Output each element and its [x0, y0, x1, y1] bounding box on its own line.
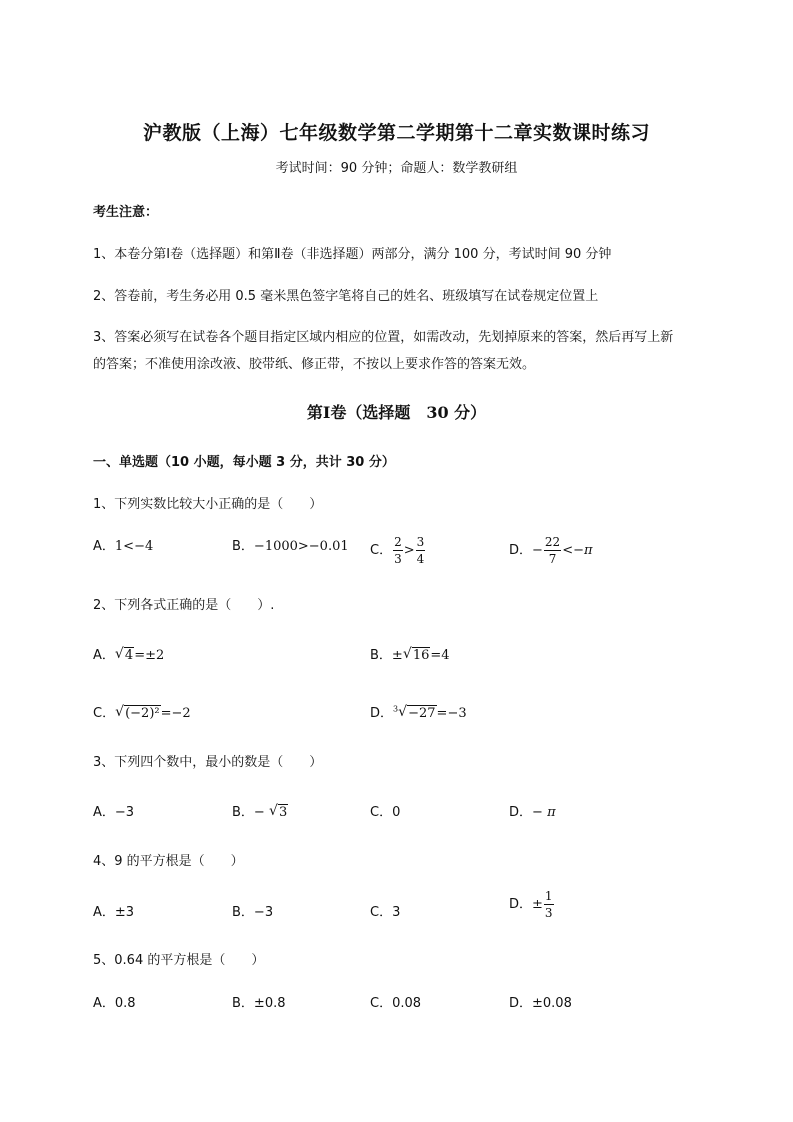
numerator: 22: [544, 535, 561, 549]
minus-sign: −: [532, 543, 543, 558]
option-label: A．: [93, 905, 115, 920]
square-root: [115, 706, 161, 721]
q5-option-c[interactable]: [370, 992, 421, 1011]
option-label: C．: [93, 706, 116, 721]
numerator: 3: [416, 535, 425, 549]
radicand: −27: [408, 706, 436, 721]
option-label: B．: [232, 539, 254, 554]
option-label: A．: [93, 996, 115, 1011]
question-4-stem: 4、9 的平方根是（ ）: [93, 854, 244, 869]
numerator: 1: [544, 889, 553, 903]
radicand: 3: [278, 805, 288, 820]
option-label: A．: [93, 539, 115, 554]
exam-title: 沪教版（上海）七年级数学第二学期第十二章实数课时练习: [142, 122, 650, 144]
radicand: 16: [412, 648, 430, 663]
option-label: B．: [232, 996, 254, 1011]
pi-symbol: π: [584, 543, 593, 558]
radical-sign: √: [402, 646, 412, 662]
comparison-op: >: [403, 543, 415, 558]
option-label: A．: [93, 648, 115, 663]
notice-item-1: 1、本卷分第Ⅰ卷（选择题）和第Ⅱ卷（非选择题）两部分，满分 100 分，考试时间 90 分钟: [93, 247, 612, 262]
q2-option-d[interactable]: [370, 702, 467, 721]
q4-option-a[interactable]: [93, 901, 134, 920]
q3-option-d[interactable]: [509, 801, 556, 820]
option-label: A．: [93, 805, 115, 820]
option-value: 1<−4: [114, 539, 154, 554]
q1-option-a[interactable]: [93, 535, 153, 554]
option-value: −1000>−0.01: [253, 539, 349, 554]
q2-option-a[interactable]: [93, 644, 164, 663]
denominator: 3: [544, 906, 553, 920]
option-label: C．: [370, 805, 393, 820]
option-label: D．: [509, 996, 533, 1011]
option-value: −3: [114, 805, 135, 820]
comparison-op: <−: [562, 543, 584, 558]
q2-option-b[interactable]: [370, 644, 450, 663]
option-value: =4: [430, 648, 450, 663]
section-title: 第Ⅰ卷（选择题 30 分）: [306, 403, 487, 422]
square-root: [115, 648, 134, 663]
q1-option-c[interactable]: [370, 536, 426, 565]
fraction: [544, 890, 554, 919]
root-index: 3: [393, 704, 399, 714]
option-value: ±3: [114, 905, 135, 920]
radical-sign: √: [114, 646, 124, 662]
option-label: C．: [370, 543, 393, 558]
option-value: ±0.8: [253, 996, 286, 1011]
q3-option-c[interactable]: [370, 801, 400, 820]
pi-symbol: π: [547, 805, 556, 820]
plus-minus: ±: [532, 897, 543, 912]
denominator: 7: [548, 552, 557, 566]
notice-item-3-continued: 的答案；不准使用涂改液、胶带纸、修正带，不按以上要求作答的答案无效。: [93, 357, 536, 372]
q2-option-c[interactable]: [93, 702, 191, 721]
fraction: [544, 536, 561, 565]
radical-sign: √: [268, 803, 278, 819]
exam-subtitle: 考试时间：90 分钟；命题人：数学教研组: [275, 161, 518, 176]
cube-root: [393, 706, 437, 721]
option-label: B．: [232, 805, 254, 820]
square-root: [403, 648, 431, 663]
q4-option-b[interactable]: [232, 901, 273, 920]
numerator: 2: [394, 535, 402, 549]
option-value: 3: [392, 905, 401, 920]
denominator: 3: [394, 552, 402, 566]
question-2-stem: 2、下列各式正确的是（ ）.: [93, 598, 275, 613]
option-label: C．: [370, 996, 393, 1011]
q1-option-b[interactable]: [232, 535, 349, 554]
radical-sign: √: [398, 704, 408, 720]
option-value: =−2: [160, 706, 191, 721]
q5-option-b[interactable]: [232, 992, 286, 1011]
radical-sign: √: [115, 704, 124, 720]
option-label: B．: [370, 648, 392, 663]
option-label: D．: [509, 897, 533, 912]
notice-item-2: 2、答卷前，考生务必用 0.5 毫米黑色签字笔将自己的姓名、班级填写在试卷规定位置上: [93, 289, 599, 304]
q3-option-b[interactable]: [232, 801, 288, 820]
question-5-stem: 5、0.64 的平方根是（ ）: [93, 953, 265, 968]
option-value: 0.08: [392, 996, 422, 1011]
option-value: −3: [253, 905, 274, 920]
option-label: D．: [370, 706, 394, 721]
minus-sign: −: [532, 805, 543, 820]
denominator: 4: [416, 552, 425, 566]
option-value: 0.8: [114, 996, 136, 1011]
notice-heading: 考生注意：: [93, 205, 159, 220]
option-value: =−3: [436, 706, 467, 721]
q5-option-d[interactable]: [509, 992, 572, 1011]
option-label: D．: [509, 805, 533, 820]
question-1-stem: 1、下列实数比较大小正确的是（ ）: [93, 497, 323, 512]
option-label: C．: [370, 905, 393, 920]
option-value: ±0.08: [532, 996, 572, 1011]
radicand: (−2)²: [125, 706, 160, 721]
radical: [398, 706, 436, 721]
option-value: =±2: [134, 648, 165, 663]
q4-option-d[interactable]: [509, 890, 555, 919]
q1-option-d[interactable]: [509, 536, 593, 565]
question-3-stem: 3、下列四个数中，最小的数是（ ）: [93, 755, 323, 770]
minus-sign: −: [253, 805, 265, 820]
notice-item-3: 3、答案必须写在试卷各个题目指定区域内相应的位置，如需改动，先划掉原来的答案，然后再写上新: [93, 330, 674, 345]
q4-option-c[interactable]: [370, 901, 400, 920]
plus-minus: ±: [391, 648, 403, 663]
fraction: [393, 536, 403, 565]
option-label: D．: [509, 543, 533, 558]
fraction: [416, 536, 426, 565]
square-root: [269, 805, 288, 820]
q3-option-a[interactable]: [93, 801, 134, 820]
part-heading: 一、单选题（10 小题，每小题 3 分，共计 30 分）: [93, 455, 395, 470]
option-value: 0: [392, 805, 401, 820]
q5-option-a[interactable]: [93, 992, 136, 1011]
option-label: B．: [232, 905, 254, 920]
radicand: 4: [124, 648, 134, 663]
